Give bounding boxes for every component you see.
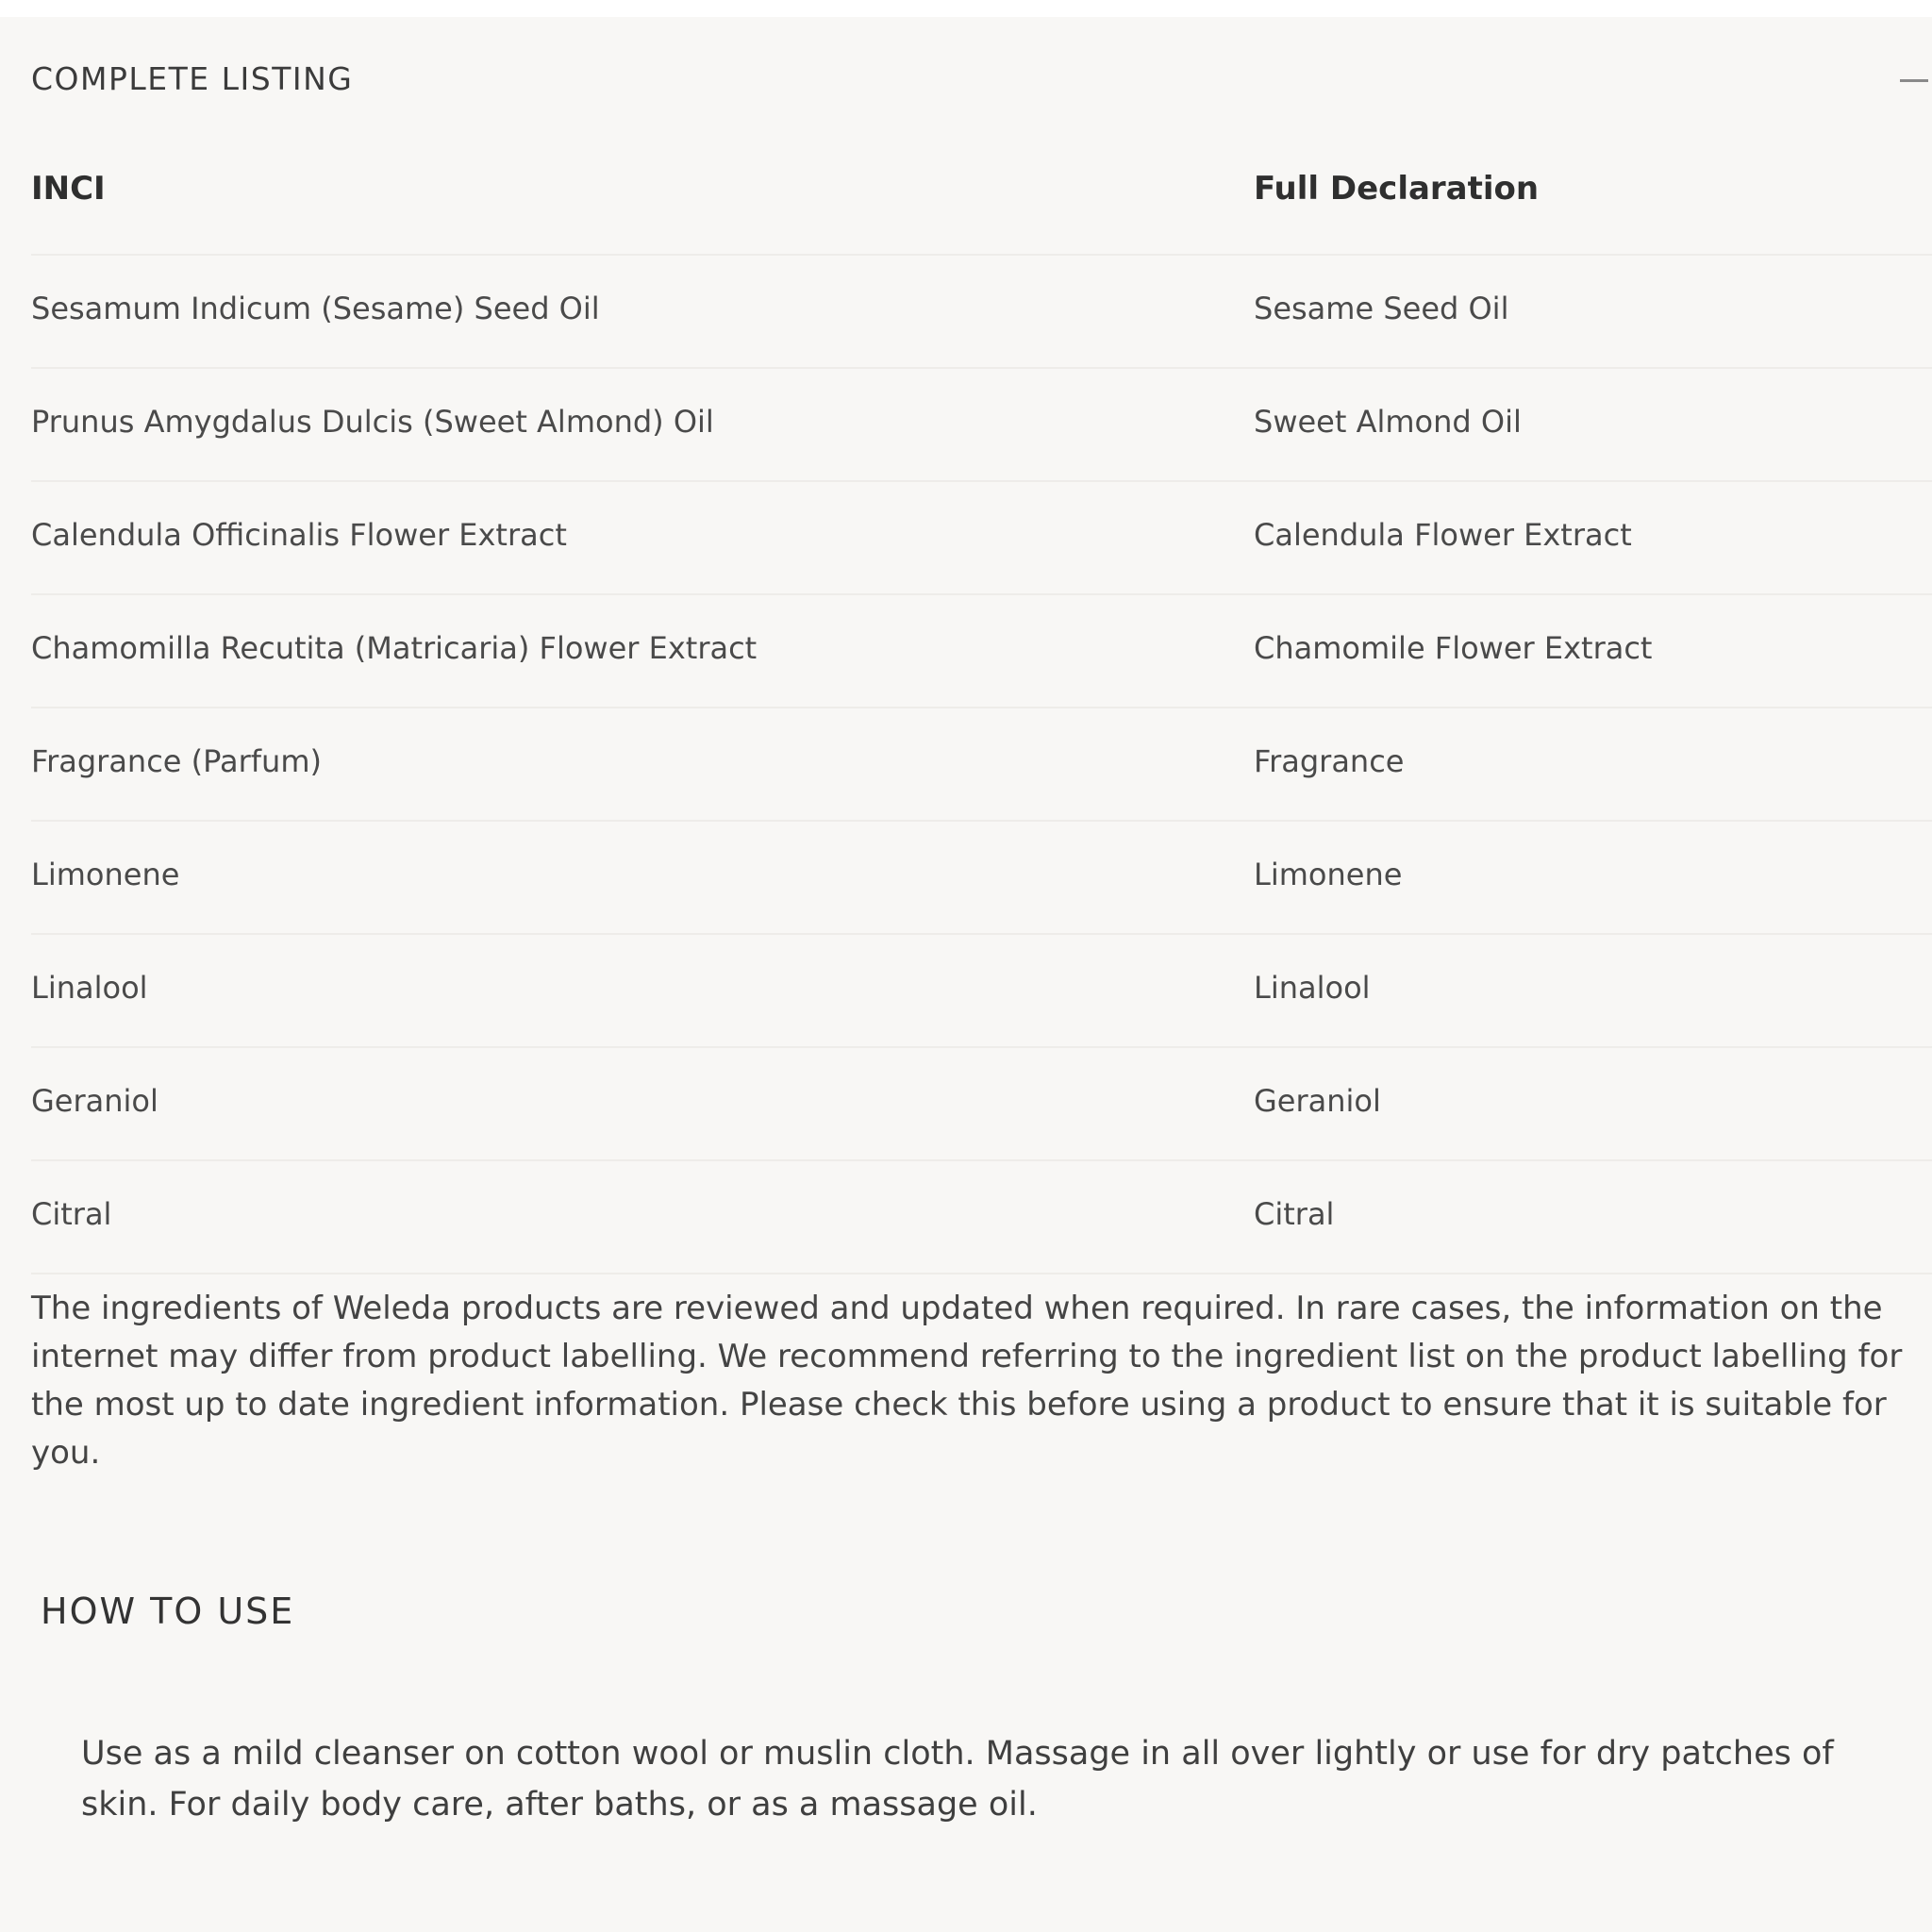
minus-icon[interactable]: [1900, 79, 1928, 82]
table-row: [31, 256, 1932, 369]
complete-listing-accordion-header[interactable]: [0, 17, 1932, 140]
accordion-title: COMPLETE LISTING: [31, 60, 354, 97]
table-row: [31, 369, 1932, 482]
table-row: [31, 1161, 1932, 1274]
column-header-full-declaration: Full Declaration: [1254, 170, 1540, 208]
declaration-cell: Chamomile Flower Extract: [1254, 630, 1653, 666]
inci-cell: Sesamum Indicum (Sesame) Seed Oil: [31, 291, 600, 326]
table-row: [31, 708, 1932, 822]
inci-cell: Chamomilla Recutita (Matricaria) Flower Extract: [31, 630, 758, 666]
column-header-inci: INCI: [31, 170, 106, 208]
inci-cell: Calendula Officinalis Flower Extract: [31, 517, 567, 553]
inci-cell: Limonene: [31, 857, 180, 892]
ingredients-disclaimer: The ingredients of Weleda products are reviewed and updated when required. In rare cases, the information on the internet may differ from product labelling. We recommend referring to the ingredient list on the product labelling for the most up to date ingredient information. Please check this before using a product to ensure that it is suitable for you.: [31, 1290, 1903, 1472]
declaration-cell: Sweet Almond Oil: [1254, 404, 1522, 440]
top-strip: [0, 0, 1932, 17]
declaration-cell: Citral: [1254, 1196, 1335, 1232]
declaration-cell: Geraniol: [1254, 1083, 1381, 1119]
table-row: [31, 822, 1932, 935]
table-header-row: [31, 142, 1932, 256]
table-row: [31, 1048, 1932, 1161]
inci-cell: Geraniol: [31, 1083, 158, 1119]
declaration-cell: Sesame Seed Oil: [1254, 291, 1509, 326]
inci-cell: Citral: [31, 1196, 112, 1232]
inci-cell: Linalool: [31, 970, 148, 1006]
table-row: [31, 482, 1932, 595]
declaration-cell: Fragrance: [1254, 743, 1405, 779]
declaration-cell: Calendula Flower Extract: [1254, 517, 1632, 553]
declaration-cell: Limonene: [1254, 857, 1403, 892]
ingredients-table: [31, 142, 1932, 1274]
how-to-use-title: HOW TO USE: [41, 1591, 295, 1632]
table-row: [31, 935, 1932, 1048]
inci-cell: Prunus Amygdalus Dulcis (Sweet Almond) Oil: [31, 404, 714, 440]
inci-cell: Fragrance (Parfum): [31, 743, 322, 779]
table-row: [31, 595, 1932, 708]
how-to-use-text: Use as a mild cleanser on cotton wool or muslin cloth. Massage in all over lightly or use for dry patches of skin. For daily body care, after baths, or as a massage oil.: [81, 1735, 1834, 1824]
declaration-cell: Linalool: [1254, 970, 1371, 1006]
